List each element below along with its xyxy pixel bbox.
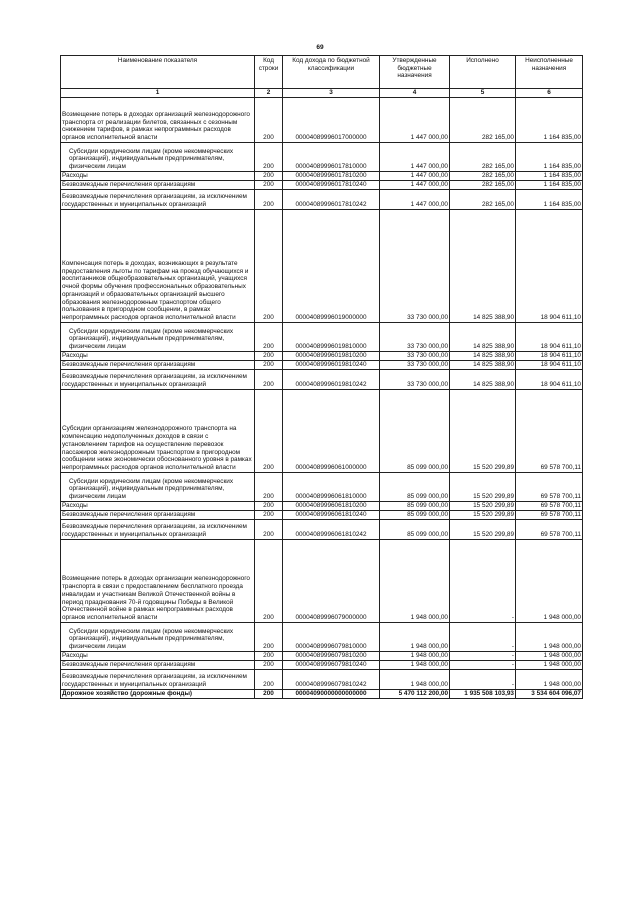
unexecuted-amount: 1 948 000,00 <box>516 660 583 669</box>
executed-amount: 282 165,00 <box>450 180 516 189</box>
unexecuted-amount: 69 578 700,11 <box>516 510 583 519</box>
approved-amount: 33 730 000,00 <box>380 360 450 369</box>
income-code: 00004089996017810242 <box>283 189 380 209</box>
unexecuted-amount: 1 164 835,00 <box>516 97 583 142</box>
income-code: 00004089996061810000 <box>283 472 380 501</box>
approved-amount: 85 099 000,00 <box>380 501 450 510</box>
executed-amount: 14 825 388,90 <box>450 369 516 389</box>
approved-amount: 1 948 000,00 <box>380 651 450 660</box>
indicator-name: Субсидии юридическим лицам (кроме некоммерческих организаций), индивидуальным предпринимателям, физическим лицам <box>61 622 255 651</box>
table-row <box>61 689 583 698</box>
unexecuted-amount: 69 578 700,11 <box>516 389 583 472</box>
column-number: 6 <box>516 89 583 98</box>
indicator-name: Безвозмездные перечисления организациям, за исключением государственных и муниципальных организаций <box>61 189 255 209</box>
table-row <box>61 369 583 389</box>
line-code: 200 <box>255 322 283 351</box>
unexecuted-amount: 1 948 000,00 <box>516 669 583 689</box>
executed-amount: 282 165,00 <box>450 97 516 142</box>
executed-amount: - <box>450 669 516 689</box>
line-code: 200 <box>255 519 283 539</box>
unexecuted-amount: 1 164 835,00 <box>516 189 583 209</box>
line-code: 200 <box>255 351 283 360</box>
unexecuted-amount: 69 578 700,11 <box>516 501 583 510</box>
column-number: 4 <box>380 89 450 98</box>
line-code: 200 <box>255 97 283 142</box>
approved-amount: 85 099 000,00 <box>380 510 450 519</box>
approved-amount: 1 948 000,00 <box>380 660 450 669</box>
approved-amount: 85 099 000,00 <box>380 389 450 472</box>
table-row <box>61 472 583 501</box>
unexecuted-amount: 69 578 700,11 <box>516 519 583 539</box>
income-code: 00004089996061000000 <box>283 389 380 472</box>
line-code: 200 <box>255 501 283 510</box>
income-code: 00004089996061810200 <box>283 501 380 510</box>
table-row <box>61 389 583 472</box>
income-code: 00004089996017000000 <box>283 97 380 142</box>
table-row <box>61 539 583 622</box>
approved-amount: 33 730 000,00 <box>380 322 450 351</box>
line-code: 200 <box>255 669 283 689</box>
executed-amount: 14 825 388,90 <box>450 209 516 322</box>
table-row <box>61 360 583 369</box>
indicator-name: Субсидии юридическим лицам (кроме некоммерческих организаций), индивидуальным предпринимателям, физическим лицам <box>61 472 255 501</box>
approved-amount: 1 447 000,00 <box>380 171 450 180</box>
approved-amount: 33 730 000,00 <box>380 351 450 360</box>
executed-amount: 15 520 299,89 <box>450 519 516 539</box>
executed-amount: 282 165,00 <box>450 171 516 180</box>
line-code: 200 <box>255 360 283 369</box>
unexecuted-amount: 1 164 835,00 <box>516 171 583 180</box>
income-code: 00004089996017810000 <box>283 142 380 171</box>
line-code: 200 <box>255 622 283 651</box>
unexecuted-amount: 1 164 835,00 <box>516 142 583 171</box>
executed-amount: 282 165,00 <box>450 189 516 209</box>
column-number: 3 <box>283 89 380 98</box>
indicator-name: Компенсация потерь в доходах, возникающих в результате предоставления льготы по тарифам на проезд обучающихся и воспитанников общеобразовательных организаций, учащихся очной формы обучения профессиональных образовательных организаций и образовательных организаций высшего образования железнодорожным транспортом общего пользования в пригородном сообщении, в рамках непрограммных расходов органов исполнительной власти <box>61 209 255 322</box>
column-number: 2 <box>255 89 283 98</box>
executed-amount: 1 935 508 103,93 <box>450 689 516 698</box>
indicator-name: Субсидии юридическим лицам (кроме некоммерческих организаций), индивидуальным предпринимателям, физическим лицам <box>61 322 255 351</box>
line-code: 200 <box>255 539 283 622</box>
unexecuted-amount: 69 578 700,11 <box>516 472 583 501</box>
executed-amount: - <box>450 651 516 660</box>
income-code: 00004089996019810242 <box>283 369 380 389</box>
table-row <box>61 501 583 510</box>
header-unexecuted: Неисполненные назначения <box>516 56 583 89</box>
table-row <box>61 669 583 689</box>
income-code: 00004090000000000000 <box>283 689 380 698</box>
executed-amount: 15 520 299,89 <box>450 389 516 472</box>
table-row <box>61 322 583 351</box>
unexecuted-amount: 18 904 611,10 <box>516 209 583 322</box>
executed-amount: 14 825 388,90 <box>450 322 516 351</box>
indicator-name: Расходы <box>61 171 255 180</box>
unexecuted-amount: 18 904 611,10 <box>516 360 583 369</box>
income-code: 00004089996079810242 <box>283 669 380 689</box>
executed-amount: - <box>450 660 516 669</box>
income-code: 00004089996019810200 <box>283 351 380 360</box>
income-code: 00004089996079810000 <box>283 622 380 651</box>
approved-amount: 1 948 000,00 <box>380 539 450 622</box>
approved-amount: 85 099 000,00 <box>380 519 450 539</box>
table-row <box>61 651 583 660</box>
indicator-name: Безвозмездные перечисления организациям, за исключением государственных и муниципальных организаций <box>61 519 255 539</box>
line-code: 200 <box>255 189 283 209</box>
approved-amount: 1 447 000,00 <box>380 189 450 209</box>
header-approved: Утвержденные бюджетные назначения <box>380 56 450 89</box>
executed-amount: - <box>450 539 516 622</box>
approved-amount: 1 948 000,00 <box>380 622 450 651</box>
unexecuted-amount: 1 948 000,00 <box>516 622 583 651</box>
income-code: 00004089996061810240 <box>283 510 380 519</box>
indicator-name: Расходы <box>61 651 255 660</box>
unexecuted-amount: 18 904 611,10 <box>516 351 583 360</box>
unexecuted-amount: 1 948 000,00 <box>516 539 583 622</box>
income-code: 00004089996079810200 <box>283 651 380 660</box>
header-indicator-name: Наименование показателя <box>61 56 255 89</box>
indicator-name: Возмещение потерь в доходах организаций железнодорожного транспорта от реализации билетов, связанных с сезонным снижением тарифов, в рамках непрограммных расходов органов исполнительной власти <box>61 97 255 142</box>
income-code: 00004089996079000000 <box>283 539 380 622</box>
column-number-row <box>61 89 583 98</box>
line-code: 200 <box>255 651 283 660</box>
indicator-name: Субсидии организациям железнодорожного транспорта на компенсацию недополученных доходов в связи с установлением тарифов на осуществление перевозок пассажиров железнодорожным транспортом в пригородном сообщении ниже экономически обоснованного уровня в рамках непрограммных расходов органов исполнительной власти <box>61 389 255 472</box>
line-code: 200 <box>255 660 283 669</box>
indicator-name: Безвозмездные перечисления организациям <box>61 360 255 369</box>
line-code: 200 <box>255 389 283 472</box>
indicator-name: Дорожное хозяйство (дорожные фонды) <box>61 689 255 698</box>
column-number: 5 <box>450 89 516 98</box>
line-code: 200 <box>255 180 283 189</box>
table-row <box>61 180 583 189</box>
table-header-row <box>61 56 583 89</box>
header-executed: Исполнено <box>450 56 516 89</box>
unexecuted-amount: 1 164 835,00 <box>516 180 583 189</box>
income-code: 00004089996017810200 <box>283 171 380 180</box>
executed-amount: 14 825 388,90 <box>450 351 516 360</box>
executed-amount: - <box>450 622 516 651</box>
table-row <box>61 510 583 519</box>
line-code: 200 <box>255 142 283 171</box>
executed-amount: 15 520 299,89 <box>450 472 516 501</box>
indicator-name: Субсидии юридическим лицам (кроме некоммерческих организаций), индивидуальным предпринимателям, физическим лицам <box>61 142 255 171</box>
indicator-name: Безвозмездные перечисления организациям <box>61 510 255 519</box>
table-row <box>61 660 583 669</box>
page-number: 69 <box>316 44 324 51</box>
table-row <box>61 519 583 539</box>
line-code: 200 <box>255 510 283 519</box>
unexecuted-amount: 18 904 611,10 <box>516 369 583 389</box>
table-row <box>61 97 583 142</box>
header-line-code: Код строки <box>255 56 283 89</box>
executed-amount: 15 520 299,89 <box>450 501 516 510</box>
indicator-name: Расходы <box>61 501 255 510</box>
indicator-name: Безвозмездные перечисления организациям <box>61 660 255 669</box>
approved-amount: 33 730 000,00 <box>380 209 450 322</box>
approved-amount: 1 447 000,00 <box>380 180 450 189</box>
indicator-name: Безвозмездные перечисления организациям <box>61 180 255 189</box>
budget-execution-table <box>60 55 583 699</box>
line-code: 200 <box>255 209 283 322</box>
approved-amount: 1 447 000,00 <box>380 97 450 142</box>
table-row <box>61 209 583 322</box>
header-income-code: Код дохода по бюджетной классификации <box>283 56 380 89</box>
income-code: 00004089996019000000 <box>283 209 380 322</box>
income-code: 00004089996061810242 <box>283 519 380 539</box>
table-row <box>61 351 583 360</box>
approved-amount: 85 099 000,00 <box>380 472 450 501</box>
income-code: 00004089996019810240 <box>283 360 380 369</box>
income-code: 00004089996017810240 <box>283 180 380 189</box>
unexecuted-amount: 3 534 604 096,07 <box>516 689 583 698</box>
executed-amount: 282 165,00 <box>450 142 516 171</box>
indicator-name: Безвозмездные перечисления организациям, за исключением государственных и муниципальных организаций <box>61 369 255 389</box>
line-code: 200 <box>255 689 283 698</box>
approved-amount: 5 470 112 200,00 <box>380 689 450 698</box>
approved-amount: 1 948 000,00 <box>380 669 450 689</box>
column-number: 1 <box>61 89 255 98</box>
line-code: 200 <box>255 171 283 180</box>
table-row <box>61 189 583 209</box>
table-row <box>61 622 583 651</box>
approved-amount: 33 730 000,00 <box>380 369 450 389</box>
income-code: 00004089996019810000 <box>283 322 380 351</box>
executed-amount: 15 520 299,89 <box>450 510 516 519</box>
executed-amount: 14 825 388,90 <box>450 360 516 369</box>
table-row <box>61 171 583 180</box>
indicator-name: Расходы <box>61 351 255 360</box>
table-row <box>61 142 583 171</box>
income-code: 00004089996079810240 <box>283 660 380 669</box>
indicator-name: Возмещение потерь в доходах организации железнодорожного транспорта в связи с предоставлением бесплатного проезда инвалидам и участникам Великой Отечественной войны в период празднования 70-й годовщины Победы в Великой Отечественной войне в рамках непрограммных расходов органов исполнительной власти <box>61 539 255 622</box>
approved-amount: 1 447 000,00 <box>380 142 450 171</box>
unexecuted-amount: 18 904 611,10 <box>516 322 583 351</box>
unexecuted-amount: 1 948 000,00 <box>516 651 583 660</box>
line-code: 200 <box>255 369 283 389</box>
indicator-name: Безвозмездные перечисления организациям, за исключением государственных и муниципальных организаций <box>61 669 255 689</box>
line-code: 200 <box>255 472 283 501</box>
